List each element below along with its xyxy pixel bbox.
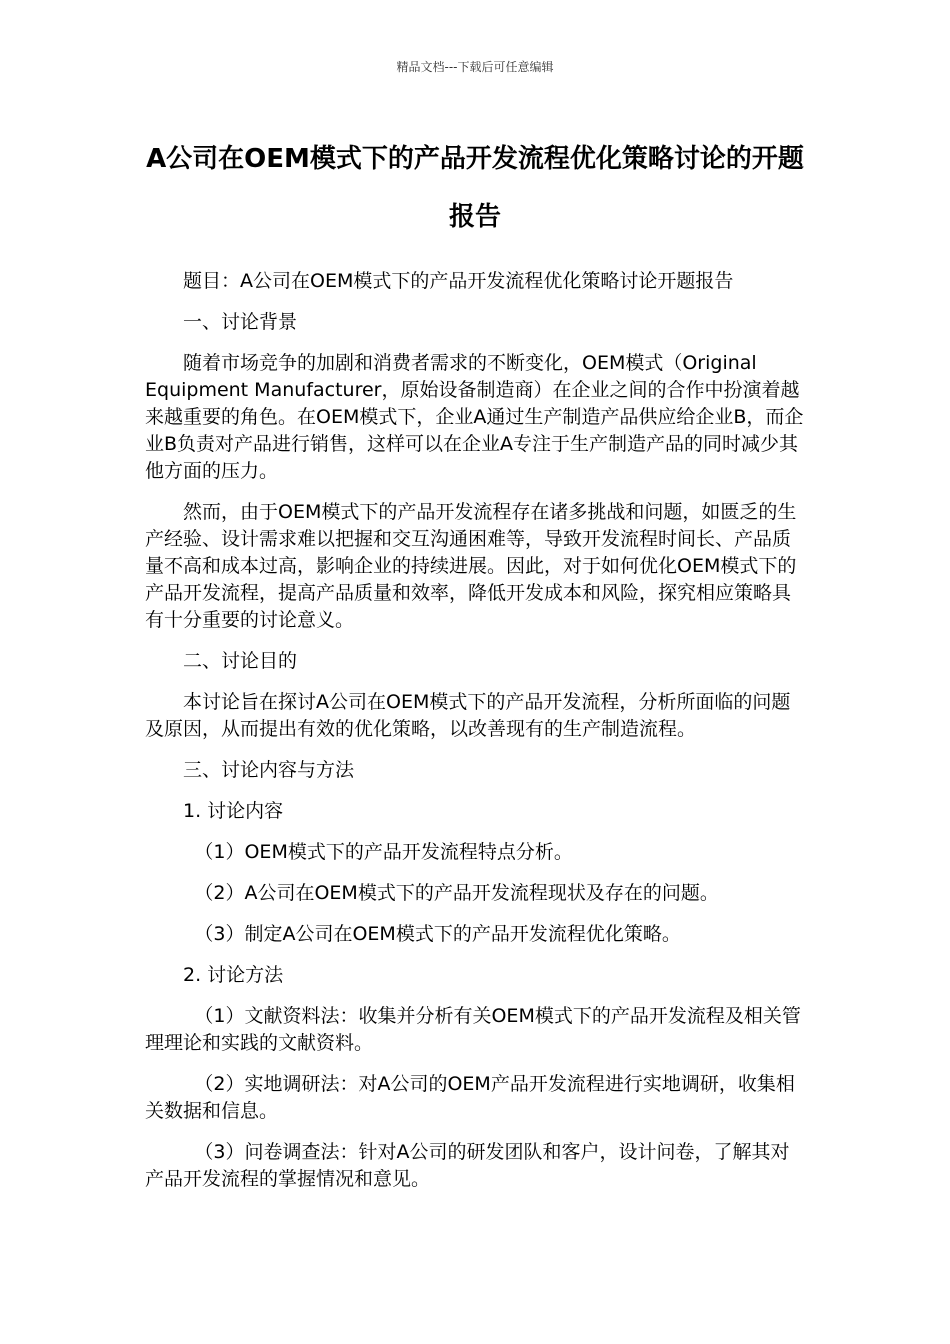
list-item-method-1: （1）文献资料法：收集并分析有关OEM模式下的产品开发流程及相关管理理论和实践的文献资料。 [145, 1005, 801, 1054]
list-item-content-1: （1）OEM模式下的产品开发流程特点分析。 [194, 841, 573, 863]
list-item-method-2: （2）实地调研法：对A公司的OEM产品开发流程进行实地调研，收集相关数据和信息。 [145, 1073, 795, 1122]
paragraph-topic: 题目：A公司在OEM模式下的产品开发流程优化策略讨论开题报告 [183, 270, 734, 292]
paragraph-purpose: 本讨论旨在探讨A公司在OEM模式下的产品开发流程，分析所面临的问题及原因，从而提出有效的优化策略，以改善现有的生产制造流程。 [145, 691, 791, 740]
document-body [145, 268, 805, 1207]
section-heading-content-method: 三、讨论内容与方法 [183, 759, 355, 781]
page-header: 精品文档---下载后可任意编辑 [396, 60, 554, 74]
list-item-content-2: （2）A公司在OEM模式下的产品开发流程现状及存在的问题。 [194, 882, 719, 904]
subheading-method: 2. 讨论方法 [183, 964, 284, 986]
section-heading-background: 一、讨论背景 [183, 311, 298, 333]
paragraph-background-1: 随着市场竞争的加剧和消费者需求的不断变化，OEM模式（Original Equipment Manufacturer，原始设备制造商）在企业之间的合作中扮演着越来越重要的角色。在OEM模式下，企业A通过生产制造产品供应给企业B，而企业B负责对产品进行销售，这样可以在企业A专注于生产制造产品的同时减少其他方面的压力。 [145, 352, 804, 482]
paragraph-background-2: 然而，由于OEM模式下的产品开发流程存在诸多挑战和问题，如匮乏的生产经验、设计需求难以把握和交互沟通困难等，导致开发流程时间长、产品质量不高和成本过高，影响企业的持续进展。因此，对于如何优化OEM模式下的产品开发流程，提高产品质量和效率，降低开发成本和风险，探究相应策略具有十分重要的讨论意义。 [145, 501, 797, 631]
list-item-content-3: （3）制定A公司在OEM模式下的产品开发流程优化策略。 [194, 923, 681, 945]
subheading-content: 1. 讨论内容 [183, 800, 284, 822]
document-title: A公司在OEM模式下的产品开发流程优化策略讨论的开题报告 [146, 144, 804, 232]
section-heading-purpose: 二、讨论目的 [183, 650, 298, 672]
list-item-method-3: （3）问卷调查法：针对A公司的研发团队和客户，设计问卷，了解其对产品开发流程的掌握情况和意见。 [145, 1141, 790, 1190]
